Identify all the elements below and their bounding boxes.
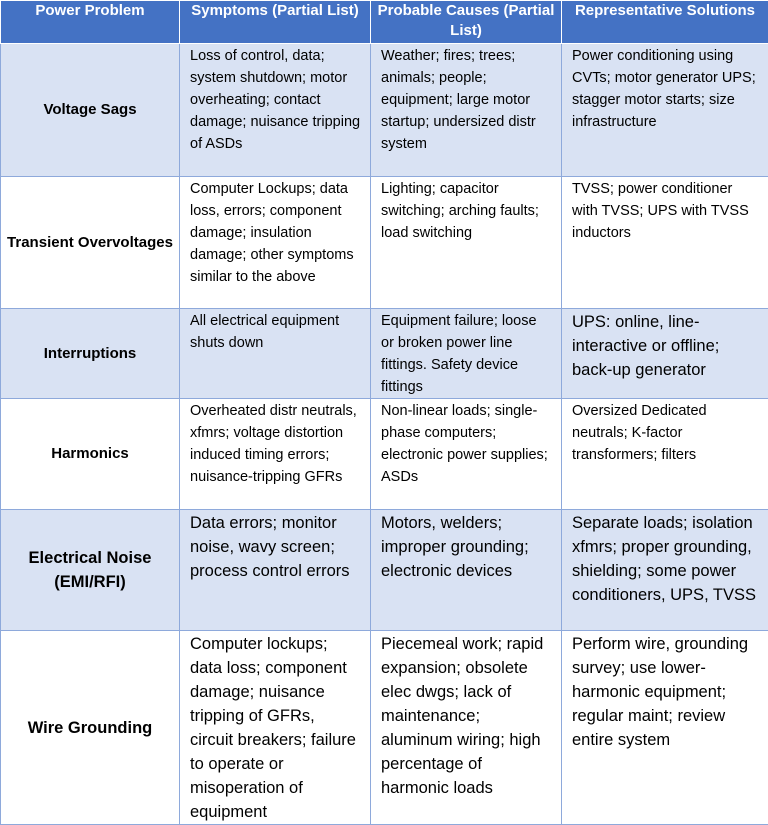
problem-cell: Electrical Noise (EMI/RFI) [1,510,180,631]
problem-cell: Harmonics [1,399,180,510]
problem-cell: Voltage Sags [1,44,180,177]
symptoms-cell: Computer lockups; data loss; component damage; nuisance tripping of GFRs, circuit breakers; failure to operate or misoperation of equipment [180,631,371,825]
causes-cell: Non-linear loads; single-phase computers; electronic power supplies; ASDs [371,399,562,510]
causes-cell: Weather; fires; trees; animals; people; equipment; large motor startup; undersized distr system [371,44,562,177]
table-row [1,309,768,399]
solutions-cell: UPS: online, line-interactive or offline; back-up generator [562,309,768,399]
problem-cell: Wire Grounding [1,631,180,825]
table-row [1,631,768,825]
solutions-cell: Perform wire, grounding survey; use lower-harmonic equipment; regular maint; review entire system [562,631,768,825]
problem-cell: Interruptions [1,309,180,399]
solutions-cell: Power conditioning using CVTs; motor generator UPS; stagger motor starts; size infrastructure [562,44,768,177]
solutions-cell: Separate loads; isolation xfmrs; proper grounding, shielding; some power conditioners, UPS, TVSS [562,510,768,631]
causes-cell: Lighting; capacitor switching; arching faults; load switching [371,177,562,309]
symptoms-cell: All electrical equipment shuts down [180,309,371,399]
header-probable-causes: Probable Causes (Partial List) [371,1,562,44]
causes-cell: Piecemeal work; rapid expansion; obsolete elec dwgs; lack of maintenance; aluminum wiring; high percentage of harmonic loads [371,631,562,825]
header-power-problem: Power Problem [1,1,180,44]
symptoms-cell: Loss of control, data; system shutdown; motor overheating; contact damage; nuisance tripping of ASDs [180,44,371,177]
header-row [1,1,768,44]
problem-cell: Transient Overvoltages [1,177,180,309]
causes-cell: Motors, welders; improper grounding; electronic devices [371,510,562,631]
table-row [1,510,768,631]
table-row [1,177,768,309]
solutions-cell: Oversized Dedicated neutrals; K-factor transformers; filters [562,399,768,510]
symptoms-cell: Overheated distr neutrals, xfmrs; voltage distortion induced timing errors; nuisance-tripping GFRs [180,399,371,510]
header-representative-solutions: Representative Solutions [562,1,768,44]
causes-cell: Equipment failure; loose or broken power line fittings. Safety device fittings [371,309,562,399]
table-row [1,44,768,177]
table-row [1,399,768,510]
header-symptoms: Symptoms (Partial List) [180,1,371,44]
solutions-cell: TVSS; power conditioner with TVSS; UPS with TVSS inductors [562,177,768,309]
symptoms-cell: Data errors; monitor noise, wavy screen; process control errors [180,510,371,631]
symptoms-cell: Computer Lockups; data loss, errors; component damage; insulation damage; other symptoms similar to the above [180,177,371,309]
